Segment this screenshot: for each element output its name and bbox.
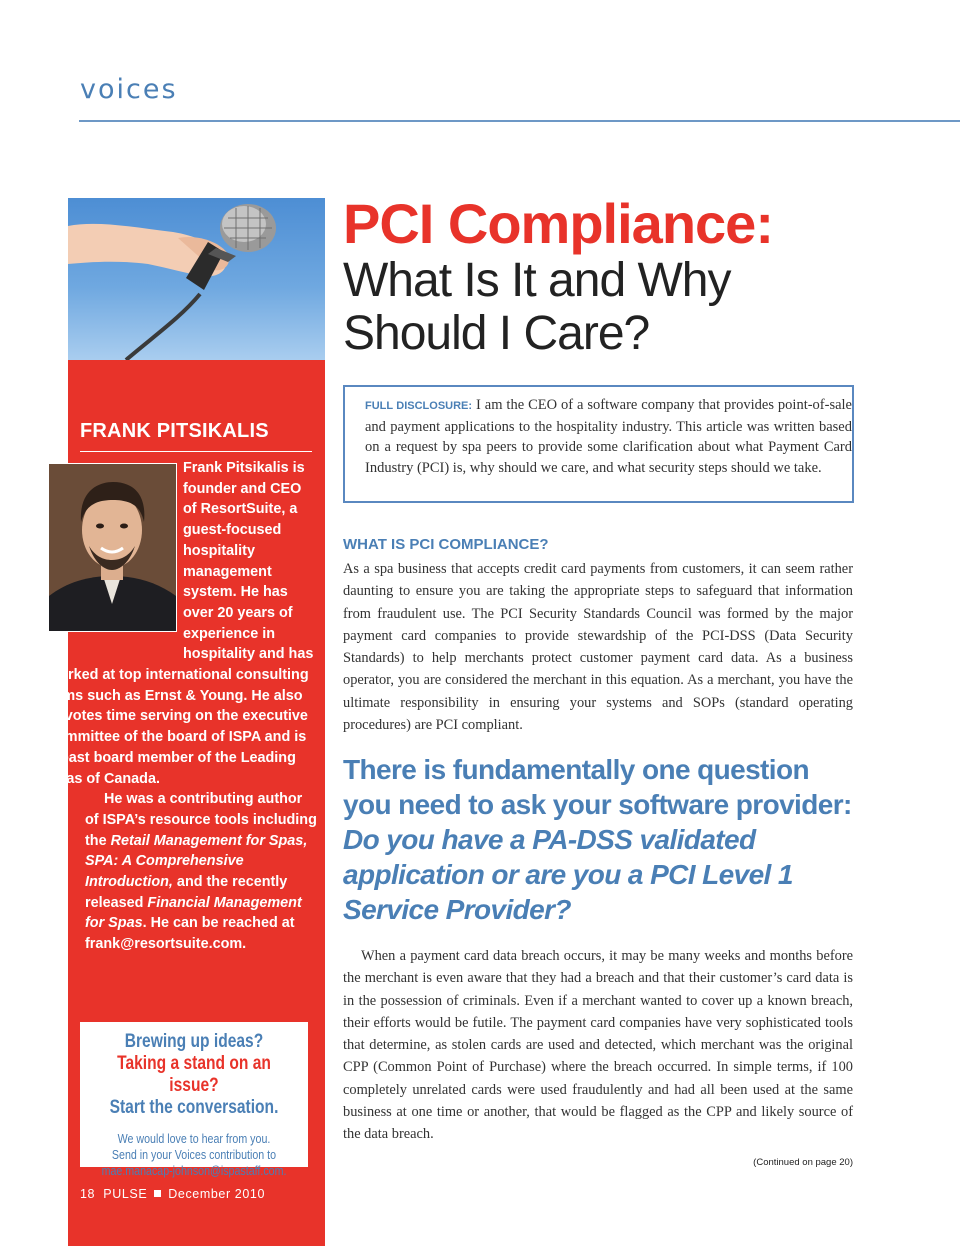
section-heading: WHAT IS PCI COMPLIANCE?: [343, 536, 549, 553]
article-title: PCI Compliance:: [343, 192, 773, 255]
square-separator-icon: [154, 1190, 161, 1197]
microphone-icon: [68, 198, 325, 360]
author-bio-paragraph-1: Frank Pitsikalis is founder and CEO of ResortSuite, a guest-focused hospitality management system. He has over 20 years of experience in hospitality and has worked at top international consulting firms such as Ernst & Young. He also devotes time serving on the executive committee of the board of ISPA and is a past board member of the Leading Spas of Canada.: [48, 460, 314, 787]
section-label: voices: [80, 74, 178, 105]
article-subtitle: [343, 254, 730, 360]
callout-instructions: Send in your Voices contribution to: [111, 1147, 277, 1162]
issue-date: December 2010: [168, 1187, 266, 1201]
page-footer: [80, 1187, 265, 1201]
header-rule: [79, 120, 960, 122]
author-name: FRANK PITSIKALIS: [80, 420, 269, 442]
page-number: 18: [80, 1187, 96, 1201]
body-paragraph-2: When a payment card data breach occurs, it may be many weeks and months before the merchant is even aware that they had a breach and that their customer’s card data is in the possession of criminals. Even if a merchant wanted to cover up a known breach, their efforts would be futile. The payment card companies have very sophisticated tools that determine, as stolen cards are used and detected, which merchant was the original CPP (Common Point of Purchase) where the breach occurred. In simple terms, if 100 completely unrelated cards were used fraudulently and had all been used at the same business at one time or another, that would be flagged as the CPP and likely source of the data breach.: [343, 948, 853, 1143]
callout-line-1: Brewing up ideas?: [124, 1031, 264, 1052]
author-name-rule: [80, 451, 312, 452]
callout-line-3: Start the conversation.: [109, 1097, 279, 1118]
author-bio: [48, 458, 318, 955]
callout-line-2: Taking a stand on an issue?: [117, 1053, 271, 1096]
subtitle-line-2: Should I Care?: [343, 307, 650, 360]
continued-note: (Continued on page 20): [753, 1157, 853, 1168]
voices-callout: [80, 1022, 308, 1178]
disclosure-box: [343, 385, 854, 503]
disclosure-text: I am the CEO of a software company that provides point-of-sale and payment applications to the hospitality industry. This article was written based on a request by spa peers to provide some clarification about what Payment Card Industry (PCI) is, why should we care, and what security steps should we take.: [365, 397, 852, 476]
subtitle-line-1: What Is It and Why: [343, 254, 731, 307]
callout-invite: We would love to hear from you.: [117, 1131, 271, 1146]
body-paragraph-1: As a spa business that accepts credit card payments from customers, it can seem rather daunting to ensure you are taking the appropriate steps to safeguard that information from fraudulent use. The PCI Security Standards Council was formed by the major payment card companies to provide stewardship of the PCI-DSS (Data Security Standards) to help merchants protect customer payment card data. As a business operator, you are considered the merchant in this equation. As a merchant, you have the ultimate responsibility in ensuring your systems and SOPs (standard operating procedures) are PCI compliant.: [343, 561, 853, 734]
callout-email-link[interactable]: mae.manacap-johnson@ispastaff.com.: [101, 1163, 287, 1178]
disclosure-label: FULL DISCLOSURE:: [365, 400, 473, 412]
microphone-photo: [68, 198, 325, 360]
publication-name: PULSE: [103, 1187, 148, 1201]
pull-quote: There is fundamentally one question you need to ask your software provider: Do you have a PA-DSS validated application or are you a PCI Level 1 Service Provider?: [343, 754, 852, 925]
author-bio-paragraph-2: He was a contributing author of ISPA’s resource tools including the Retail Management for Spas, SPA: A Comprehensive Introduction, and the recently released Financial Management for Spas. He can be reached at frank@resortsuite.com.: [85, 791, 317, 953]
